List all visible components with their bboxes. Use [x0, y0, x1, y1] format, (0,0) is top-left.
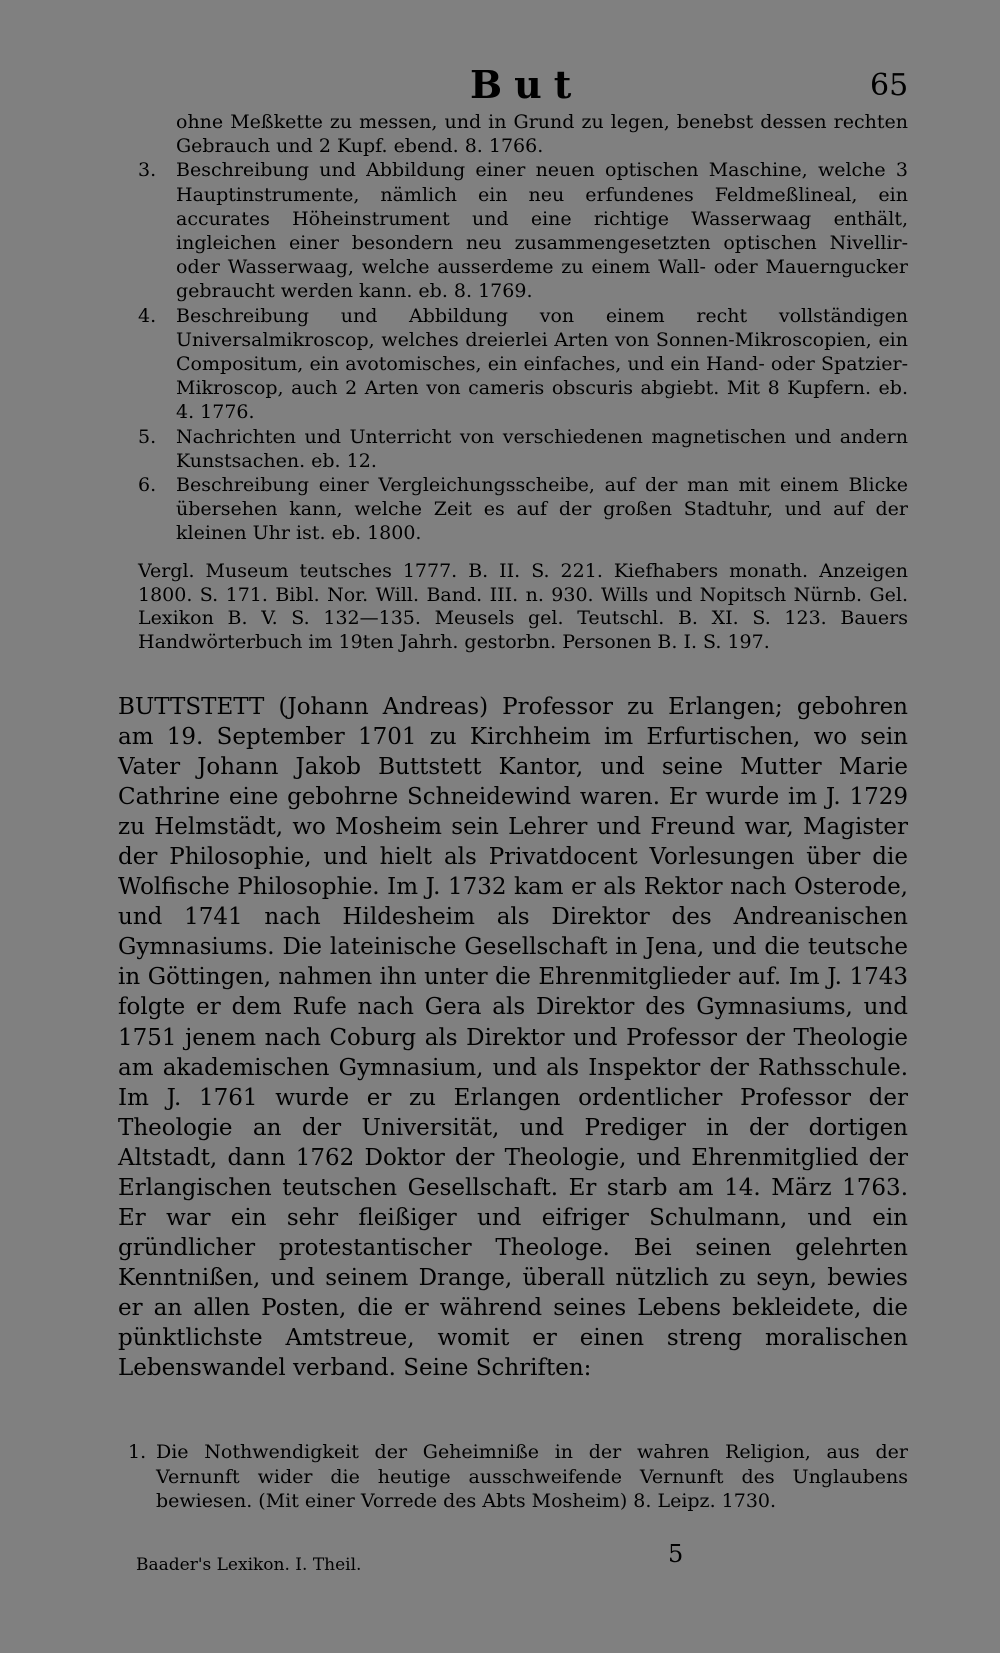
works-list-continued — [138, 110, 908, 546]
list-number: 1. — [128, 1441, 147, 1463]
sheet-number: 5 — [668, 1540, 684, 1568]
list-text: Beschreibung und Abbildung einer neuen optischen Maschine, welche 3 Hauptinstrumente, nämlich ein neu erfundenes Feldmeßlineal, ein accurates Höheinstrument und eine richtige Wasserwaag enthält, ingleichen einer besondern neu zusammengesetzten optischen Nivellir- oder Wasserwaag, welche ausserdeme zu einem Wall- oder Mauerngucker gebraucht werden kann. eb. 8. 1769. — [176, 159, 908, 303]
signature-line: Baader's Lexikon. I. Theil. — [136, 1555, 362, 1575]
works-list — [118, 1440, 908, 1514]
running-head: But — [470, 62, 584, 107]
list-number: 4. — [138, 304, 157, 327]
list-item — [138, 473, 908, 546]
list-text: Beschreibung und Abbildung von einem recht vollständigen Universalmikroscop, welches dreierlei Arten von Sonnen-Mikroscopien, ein Compositum, ein avotomisches, ein einfaches, und ein Hand- oder Spatzier-Mikroscop, auch 2 Arten von cameris obscuris abgiebt. Mit 8 Kupfern. eb. 4. 1776. — [176, 304, 908, 424]
list-number: 5. — [138, 425, 157, 448]
list-text: Nachrichten und Unterricht von verschiedenen magnetischen und andern Kunstsachen. eb. 12. — [176, 425, 908, 472]
list-number: 6. — [138, 474, 157, 497]
article-buttstett: BUTTSTETT (Johann Andreas) Professor zu Erlangen; gebohren am 19. September 1701 zu Kirchheim im Erfurtischen, wo sein Vater Johann Jakob Buttstett Kantor, und seine Mutter Marie Cathrine eine gebohrne Schneidewind waren. Er wurde im J. 1729 zu Helmstädt, wo Mosheim sein Lehrer und Freund war, Magister der Philosophie, und hielt als Privatdocent Vorlesungen über die Wolfische Philosophie. Im J. 1732 kam er als Rektor nach Osterode, und 1741 nach Hildesheim als Direktor des Andreanischen Gymnasiums. Die lateinische Gesellschaft in Jena, und die teutsche in Göttingen, nahmen ihn unter die Ehrenmitglieder auf. Im J. 1743 folgte er dem Rufe nach Gera als Direktor des Gymnasiums, und 1751 jenem nach Coburg als Direktor und Professor der Theologie am akademischen Gymnasium, und als Inspektor der Rathsschule. Im J. 1761 wurde er zu Erlangen ordentlicher Professor der Theologie an der Universität, und Prediger in der dortigen Altstadt, dann 1762 Doktor der Theologie, und Ehrenmitglied der Erlangischen teutschen Gesellschaft. Er starb am 14. März 1763. Er war ein sehr fleißiger und eifriger Schulmann, und ein gründlicher protestantischer Theologe. Bei seinen gelehrten Kenntnißen, und seinem Drange, überall nützlich zu seyn, bewies er an allen Posten, die er während seines Lebens bekleidete, die pünktlichste Amtstreue, womit er einen streng moralischen Lebenswandel verband. Seine Schriften: — [118, 694, 908, 1382]
list-text: Beschreibung einer Vergleichungsscheibe, auf der man mit einem Blicke übersehen kann, welche Zeit es auf der großen Stadtuhr, und auf der kleinen Uhr ist. eb. 1800. — [176, 474, 908, 545]
references: Vergl. Museum teutsches 1777. B. II. S. 221. Kiefhabers monath. Anzeigen 1800. S. 171. Bibl. Nor. Will. Band. III. n. 930. Wills und Nopitsch Nürnb. Gel. Lexikon B. V. S. 132—135. Meusels gel. Teutschl. B. XI. S. 123. Bauers Handwörterbuch im 19ten Jahrh. gestorbn. Personen B. I. S. 197. — [138, 560, 908, 653]
list-item — [138, 425, 908, 473]
list-text: Die Nothwendigkeit der Geheimniße in der wahren Religion, aus der Vernunft wider die heutige ausschweifende Vernunft des Unglaubens bewiesen. (Mit einer Vorrede des Abts Mosheim) 8. Leipz. 1730. — [156, 1441, 908, 1512]
list-item — [118, 1440, 908, 1514]
list-item: ohne Meßkette zu messen, und in Grund zu legen, benebst dessen rechten Gebrauch und 2 Kupf. ebend. 8. 1766. — [176, 111, 908, 158]
list-number: 3. — [138, 159, 157, 182]
page-number: 65 — [870, 68, 909, 103]
list-item — [138, 158, 908, 303]
list-item — [138, 304, 908, 425]
